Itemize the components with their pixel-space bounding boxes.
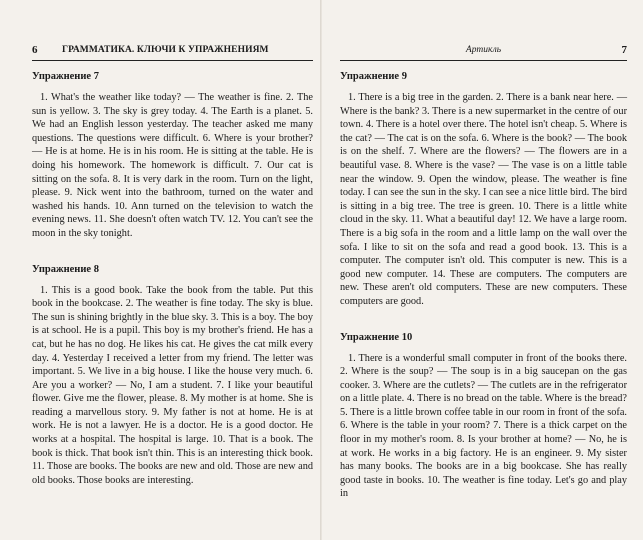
exercise-8-text: 1. This is a good book. Take the book from the table. Put this book in the bookcase. 2. The weather is fine today. The sky is blue. The sun is shining brightly in the blue sky. 3. This is a boy. The boy is at school. He is a pupil. This boy is my brother's friend. He has a cat, but he has no dog. He likes his cat. He gives the cat milk every day. 4. Yesterday I received a letter from my friend. The letter was important. 5. We live in a big house. I like the house very much. 6. Are you a worker? — No, I am a student. 7. I like your beautiful flower. Give me the flower, please. 8. My mother is at home. She is reading a marvellous story. 9. My father is not at home. He is at work. He is not a lawyer. He is a doctor. He is a good doctor. He works at a hospital. The hospital is large. 10. That is a book. The book is thick. That book isn't thin. This is an interesting thick book. 11. Those are books. The books are new and old. Those are new and old books. Those books are interesting. bbox=[32, 284, 313, 486]
left-page-number: 6 bbox=[32, 44, 38, 56]
left-header-rule bbox=[32, 60, 313, 61]
right-page-number: 7 bbox=[621, 44, 627, 56]
exercise-9-text: 1. There is a big tree in the garden. 2. There is a bank near here. — Where is the bank? 3. There is a new supermarket in the centre of our town. 4. There is a hotel over there. The hotel isn't cheap. 5. Where is the cat? — The cat is on the sofa. 6. Where is the book? — The book is on the shelf. 7. Where are the flowers? — The flowers are in a beautiful vase. 8. Where is the vase? — The vase is on a little table near the window. 9. Open the window, please. The weather is fine today. I can see the sun in the sky. I can see a nice little bird. The bird is sitting in a big tree. The tree is green. 10. There is a little white cloud in the sky. 11. What a beautiful day! 12. We have a large room. There is a big sofa in the room and a little lamp on the wall over the sofa. I like to sit on the sofa and read a good book. 13. This is a computer. The computer isn't old. This computer is new. This is a good new computer. 14. These are computers. The computers are new. These aren't old computers. These are new computers. These computers are good. bbox=[340, 92, 627, 307]
exercise-10-title: Упражнение 10 bbox=[340, 331, 413, 343]
right-page-content bbox=[340, 70, 627, 523]
left-page bbox=[0, 0, 321, 540]
left-running-title: ГРАММАТИКА. КЛЮЧИ К УПРАЖНЕНИЯМ bbox=[62, 45, 269, 55]
exercise-7-title: Упражнение 7 bbox=[32, 71, 99, 82]
left-page-content bbox=[32, 70, 313, 509]
exercise-8-title: Упражнение 8 bbox=[32, 263, 99, 275]
right-page bbox=[322, 0, 643, 540]
exercise-7-text: 1. What's the weather like today? — The weather is fine. 2. The sun is yellow. 3. The sky is grey today. 4. The Earth is a planet. 5. We had an English lesson yesterday. The teacher asked me many questions. The questions were difficult. 6. Where is your brother? — He is at home. He is in his room. He is sitting at the table. He is doing his homework. The homework is difficult. 7. Our cat is sitting on the sofa. 8. It is very dark in the room. Turn on the light, please. 9. Nick went into the bathroom, turned on the water and washed his hands. 10. Ann turned on the television to watch the evening news. 11. She doesn't often watch TV. 12. You can't see the moon in the sky tonight. bbox=[32, 92, 313, 239]
right-header-rule bbox=[340, 60, 627, 61]
left-page-header bbox=[32, 44, 313, 60]
right-running-title: Артикль bbox=[465, 45, 502, 55]
right-page-header bbox=[340, 44, 627, 60]
exercise-9-title: Упражнение 9 bbox=[340, 71, 407, 82]
exercise-10-text: 1. There is a wonderful small computer in front of the books there. 2. Where is the soup? — The soup is in a big saucepan on the gas cooker. 3. Where are the cutlets? — The cutlets are in the refrigerator on a little plate. 4. There is no bread on the table. Where is the bread? 5. There is a little brown coffee table in our room in front of the sofa. 6. Where is the table in your room? 7. There is a thick carpet on the floor in my mother's room. 8. Is your brother at home? — No, he is at work. He works in a big factory. He is an engineer. 9. My sister has many books. The books are in a big bookcase. She has really good taste in books. 10. The weather is fine today. Let's go and play in bbox=[340, 352, 627, 500]
